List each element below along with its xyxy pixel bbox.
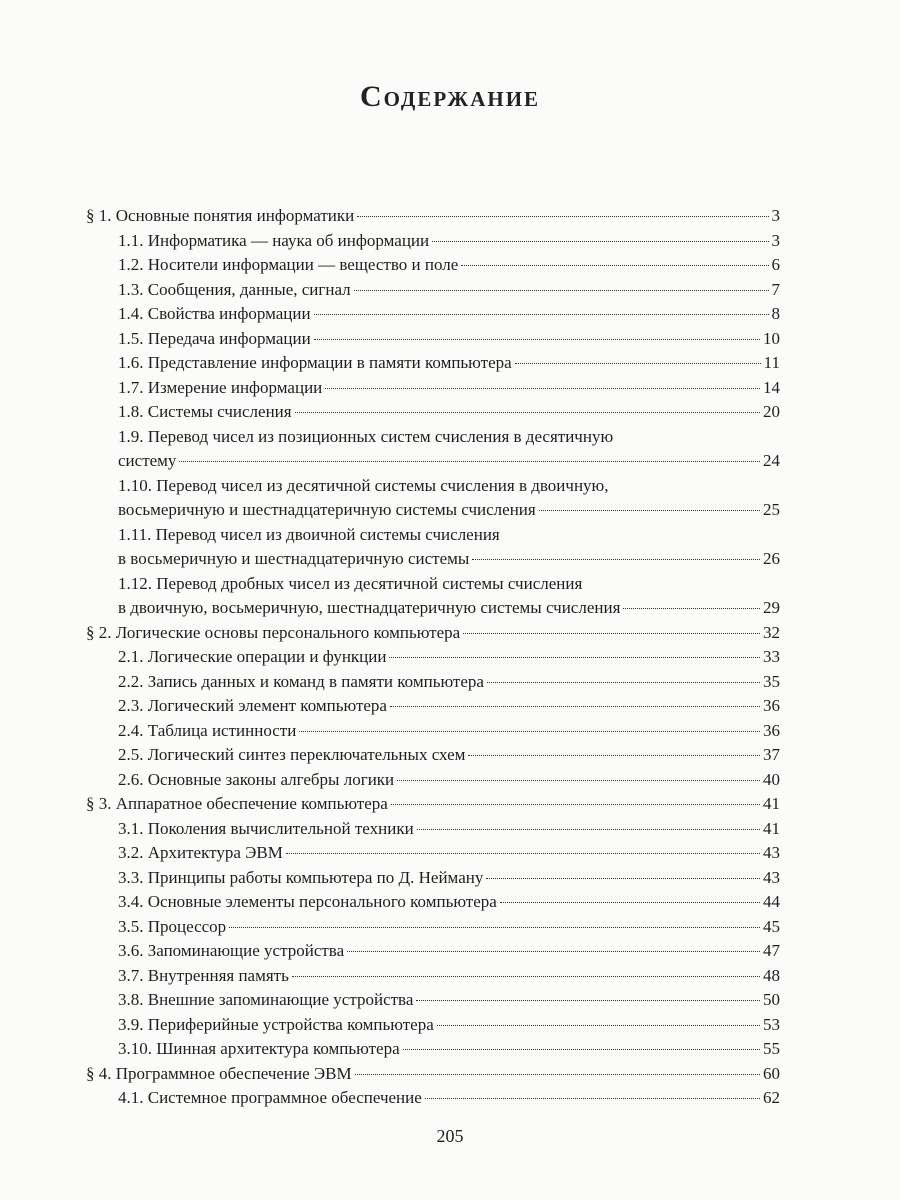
dot-leader <box>390 706 760 707</box>
table-of-contents <box>86 204 780 1111</box>
toc-entry-label: 1.3. Сообщения, данные, сигнал <box>118 279 351 299</box>
dot-leader <box>355 1074 760 1075</box>
toc-entry-label: 1.8. Системы счисления <box>118 402 292 421</box>
dot-leader <box>389 657 760 658</box>
toc-entry-section-4[interactable] <box>86 1062 780 1087</box>
toc-entry-section-1[interactable] <box>86 204 780 229</box>
dot-leader <box>295 412 760 413</box>
toc-entry-1-7[interactable] <box>86 376 780 401</box>
toc-entry-label: § 4. Программное обеспечение ЭВМ <box>86 1063 352 1083</box>
toc-entry-1-10[interactable] <box>86 474 780 523</box>
dot-leader <box>397 780 760 781</box>
toc-entry-1-12[interactable] <box>86 572 780 621</box>
toc-entry-page: 20 <box>763 402 780 421</box>
dot-leader <box>468 755 760 756</box>
toc-entry-page: 47 <box>763 941 780 960</box>
dot-leader <box>179 461 760 462</box>
dot-leader <box>299 731 760 732</box>
toc-entry-3-3[interactable] <box>86 866 780 891</box>
toc-entry-label: 3.3. Принципы работы компьютера по Д. Нейману <box>118 867 484 887</box>
toc-entry-page: 37 <box>763 745 780 764</box>
toc-entry-label: 1.7. Измерение информации <box>118 377 323 397</box>
dot-leader <box>486 878 760 879</box>
toc-entry-page: 25 <box>763 500 780 519</box>
toc-entry-page: 36 <box>763 720 780 740</box>
toc-entry-page: 36 <box>763 696 780 715</box>
toc-entry-label: 3.8. Внешние запоминающие устройства <box>118 990 414 1009</box>
toc-entry-3-6[interactable] <box>86 939 780 964</box>
toc-entry-label: 3.5. Процессор <box>118 916 227 936</box>
toc-entry-page: 35 <box>763 671 780 691</box>
toc-entry-2-1[interactable] <box>86 645 780 670</box>
toc-entry-page: 44 <box>763 892 780 911</box>
toc-entry-1-1[interactable] <box>86 229 780 254</box>
toc-entry-label: 3.2. Архитектура ЭВМ <box>118 843 283 862</box>
toc-entry-page: 41 <box>763 818 780 838</box>
toc-entry-page: 48 <box>763 965 780 985</box>
toc-entry-1-11[interactable] <box>86 523 780 572</box>
dot-leader <box>229 927 760 928</box>
toc-entry-2-3[interactable] <box>86 694 780 719</box>
toc-entry-label: в восьмеричную и шестнадцатеричную системы <box>118 549 470 568</box>
dot-leader <box>325 388 760 389</box>
toc-entry-label: 1.6. Представление информации в памяти компьютера <box>118 353 512 372</box>
toc-entry-label-line1: 1.12. Перевод дробных чисел из десятичной системы счисления <box>118 573 583 593</box>
toc-entry-label: 2.6. Основные законы алгебры логики <box>118 769 395 789</box>
toc-entry-page: 26 <box>763 549 780 568</box>
dot-leader <box>417 829 760 830</box>
toc-entry-label: 2.4. Таблица истинности <box>118 720 297 740</box>
toc-entry-page: 50 <box>763 990 780 1009</box>
dot-leader <box>403 1049 760 1050</box>
toc-entry-page: 8 <box>771 304 780 323</box>
toc-entry-1-9[interactable] <box>86 425 780 474</box>
toc-entry-label: 3.9. Периферийные устройства компьютера <box>118 1014 434 1034</box>
toc-entry-3-1[interactable] <box>86 817 780 842</box>
toc-entry-3-8[interactable] <box>86 988 780 1013</box>
dot-leader <box>463 633 760 634</box>
toc-entry-page: 33 <box>763 647 780 666</box>
toc-entry-page: 24 <box>763 451 780 470</box>
toc-entry-label: 3.4. Основные элементы персонального компьютера <box>118 892 497 911</box>
dot-leader <box>472 559 760 560</box>
dot-leader <box>292 976 760 977</box>
toc-entry-label-line1: 1.11. Перевод чисел из двоичной системы счисления <box>118 524 500 544</box>
toc-entry-page: 29 <box>763 598 780 617</box>
toc-entry-page: 10 <box>763 328 780 348</box>
toc-entry-1-4[interactable] <box>86 302 780 327</box>
toc-entry-page: 60 <box>763 1063 780 1083</box>
dot-leader <box>425 1098 760 1099</box>
toc-entry-3-5[interactable] <box>86 915 780 940</box>
toc-entry-label: 1.2. Носители информации — вещество и поле <box>118 255 459 274</box>
dot-leader <box>286 853 760 854</box>
toc-entry-label: 1.4. Свойства информации <box>118 304 311 323</box>
toc-entry-page: 14 <box>763 377 780 397</box>
toc-entry-label: 3.6. Запоминающие устройства <box>118 941 345 960</box>
toc-entry-2-5[interactable] <box>86 743 780 768</box>
toc-entry-3-9[interactable] <box>86 1013 780 1038</box>
dot-leader <box>347 951 760 952</box>
toc-entry-label: § 1. Основные понятия информатики <box>86 206 355 225</box>
toc-entry-1-2[interactable] <box>86 253 780 278</box>
toc-entry-page: 3 <box>771 230 780 250</box>
toc-entry-label: систему <box>118 451 177 470</box>
dot-leader <box>461 265 768 266</box>
toc-entry-label-line1: 1.9. Перевод чисел из позиционных систем счисления в десятичную <box>118 426 614 446</box>
toc-entry-page: 41 <box>763 794 780 813</box>
toc-entry-label: 2.5. Логический синтез переключательных схем <box>118 745 466 764</box>
toc-entry-1-5[interactable] <box>86 327 780 352</box>
toc-entry-2-4[interactable] <box>86 719 780 744</box>
toc-entry-3-10[interactable] <box>86 1037 780 1062</box>
toc-entry-2-2[interactable] <box>86 670 780 695</box>
toc-entry-label: 2.2. Запись данных и команд в памяти компьютера <box>118 671 484 691</box>
toc-entry-section-2[interactable] <box>86 621 780 646</box>
toc-entry-1-6[interactable] <box>86 351 780 376</box>
dot-leader <box>354 290 769 291</box>
page-number: 205 <box>436 1126 464 1146</box>
toc-entry-page: 43 <box>763 843 780 862</box>
toc-entry-3-7[interactable] <box>86 964 780 989</box>
toc-entry-1-3[interactable] <box>86 278 780 303</box>
dot-leader <box>314 314 769 315</box>
toc-entry-label: 1.1. Информатика — наука об информации <box>118 230 430 250</box>
dot-leader <box>391 804 760 805</box>
toc-entry-2-6[interactable] <box>86 768 780 793</box>
dot-leader <box>432 241 768 242</box>
dot-leader <box>437 1025 760 1026</box>
dot-leader <box>416 1000 760 1001</box>
toc-entry-label: 3.1. Поколения вычислительной техники <box>118 818 414 838</box>
toc-entry-label: § 3. Аппаратное обеспечение компьютера <box>86 794 388 813</box>
toc-entry-section-3[interactable] <box>86 792 780 817</box>
toc-entry-label: 2.1. Логические операции и функции <box>118 647 387 666</box>
page-title: Содержание <box>359 80 541 113</box>
dot-leader <box>357 216 768 217</box>
toc-entry-label: 3.10. Шинная архитектура компьютера <box>118 1039 400 1058</box>
toc-entry-page: 7 <box>771 279 780 299</box>
toc-entry-1-8[interactable] <box>86 400 780 425</box>
dot-leader <box>623 608 760 609</box>
toc-entry-3-2[interactable] <box>86 841 780 866</box>
toc-entry-page: 40 <box>763 769 780 789</box>
toc-entry-label-line1: 1.10. Перевод чисел из десятичной системы счисления в двоичную, <box>118 475 609 495</box>
dot-leader <box>539 510 760 511</box>
toc-entry-4-1[interactable] <box>86 1086 780 1111</box>
toc-entry-label: 3.7. Внутренняя память <box>118 965 289 985</box>
toc-entry-label: восьмеричную и шестнадцатеричную системы счисления <box>118 500 536 519</box>
toc-entry-page: 32 <box>763 622 780 642</box>
dot-leader <box>515 363 761 364</box>
toc-entry-3-4[interactable] <box>86 890 780 915</box>
toc-entry-label: в двоичную, восьмеричную, шестнадцатеричную системы счисления <box>118 598 621 617</box>
dot-leader <box>500 902 760 903</box>
toc-entry-label: 2.3. Логический элемент компьютера <box>118 696 387 715</box>
toc-entry-page: 53 <box>763 1014 780 1034</box>
toc-entry-label: § 2. Логические основы персонального компьютера <box>86 622 461 642</box>
toc-entry-page: 55 <box>763 1039 780 1058</box>
toc-entry-page: 62 <box>763 1088 780 1107</box>
toc-entry-page: 3 <box>771 206 780 225</box>
toc-entry-page: 45 <box>763 916 780 936</box>
toc-entry-label: 4.1. Системное программное обеспечение <box>118 1088 422 1107</box>
toc-entry-page: 11 <box>763 353 780 372</box>
toc-entry-page: 43 <box>763 867 780 887</box>
toc-entry-label: 1.5. Передача информации <box>118 328 311 348</box>
dot-leader <box>314 339 760 340</box>
dot-leader <box>487 682 760 683</box>
toc-entry-page: 6 <box>771 255 780 274</box>
